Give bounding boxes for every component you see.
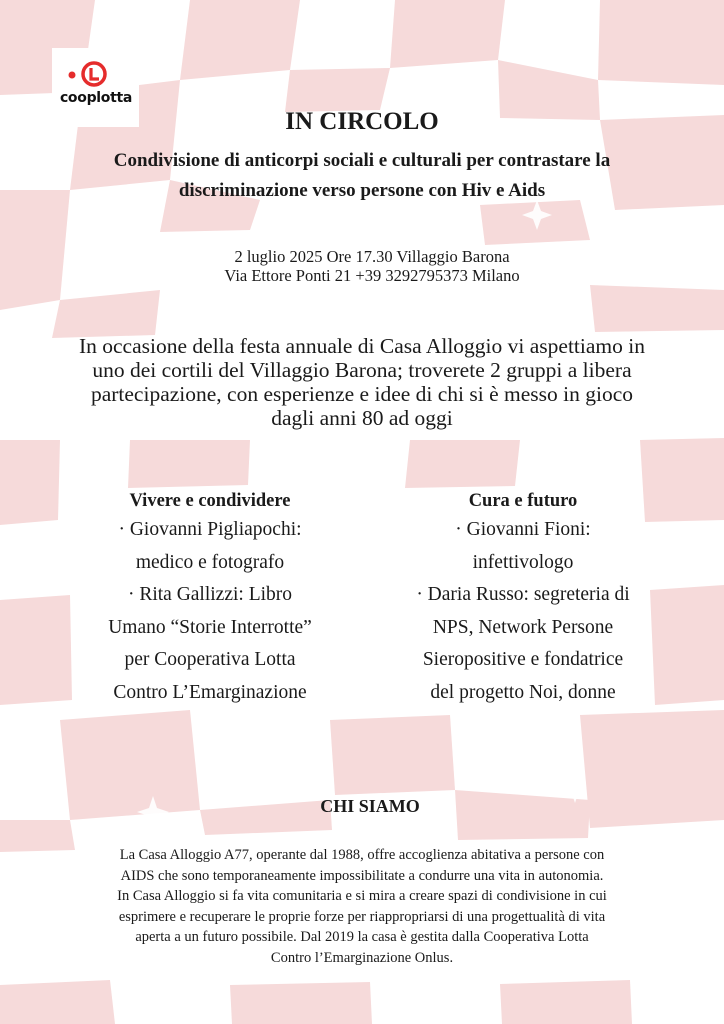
group-title: Vivere e condividere	[129, 491, 291, 511]
group-line: · Giovanni Pigliapochi:	[118, 519, 302, 540]
group-line: Sieropositive e fondatrice	[422, 649, 624, 670]
about-line: Contro l’Emarginazione Onlus.	[270, 949, 454, 966]
about-line: AIDS che sono temporaneamente impossibilitate a condurre una vita in autonomia.	[120, 867, 604, 884]
group-line: per Cooperativa Lotta	[124, 649, 296, 670]
intro-line: dagli anni 80 ad oggi	[271, 406, 453, 430]
circle-L-logo-icon	[65, 59, 111, 89]
about-paragraph	[0, 845, 724, 968]
group-line: Umano “Storie Interrotte”	[108, 616, 312, 638]
intro-paragraph	[0, 334, 724, 430]
about-line: esprimere e recuperare le proprie forze per riappropriarsi di una progettualità di vita	[118, 908, 606, 925]
intro-line: partecipazione, con esperienze e idee di chi si è messo in gioco	[90, 382, 634, 406]
group-line: · Rita Gallizzi: Libro	[127, 584, 293, 605]
group-line: infettivologo	[472, 551, 574, 573]
group-line: · Daria Russo: segreteria di	[416, 584, 630, 605]
group-line: NPS, Network Persone	[432, 616, 614, 638]
subtitle	[40, 146, 684, 206]
group-line: · Giovanni Fioni:	[455, 519, 591, 540]
about-line: La Casa Alloggio A77, operante dal 1988, offre accoglienza abitativa a persone con	[119, 847, 605, 863]
group-cura-e-futuro	[373, 488, 673, 709]
about-line: aperta a un futuro possibile. Dal 2019 la casa è gestita dalla Cooperativa Lotta	[135, 929, 589, 945]
brand-name: cooplotta	[59, 90, 133, 106]
group-line: del progetto Noi, donne	[430, 681, 616, 703]
page-title: IN CIRCOLO	[285, 108, 439, 135]
group-line: Contro L’Emarginazione	[113, 681, 307, 703]
intro-line: In occasione della festa annuale di Casa Alloggio vi aspettiamo in	[78, 334, 645, 358]
about-heading: CHI SIAMO	[320, 796, 420, 816]
intro-line: uno dei cortili del Villaggio Barona; troverete 2 gruppi a libera	[92, 358, 632, 382]
subtitle-line: discriminazione verso persone con Hiv e Aids	[178, 180, 546, 201]
group-line: medico e fotografo	[135, 551, 285, 573]
about-line: In Casa Alloggio si fa vita comunitaria e si mira a creare spazi di condivisione in cui	[117, 888, 607, 904]
event-date-line: 2 luglio 2025 Ore 17.30 Villaggio Barona	[234, 247, 510, 266]
event-details	[0, 247, 724, 285]
event-address-line: Via Ettore Ponti 21 +39 3292795373 Milano	[224, 266, 520, 285]
subtitle-line: Condivisione di anticorpi sociali e culturali per contrastare la	[113, 150, 611, 171]
group-vivere-e-condividere	[60, 488, 360, 709]
group-title: Cura e futuro	[468, 491, 578, 511]
